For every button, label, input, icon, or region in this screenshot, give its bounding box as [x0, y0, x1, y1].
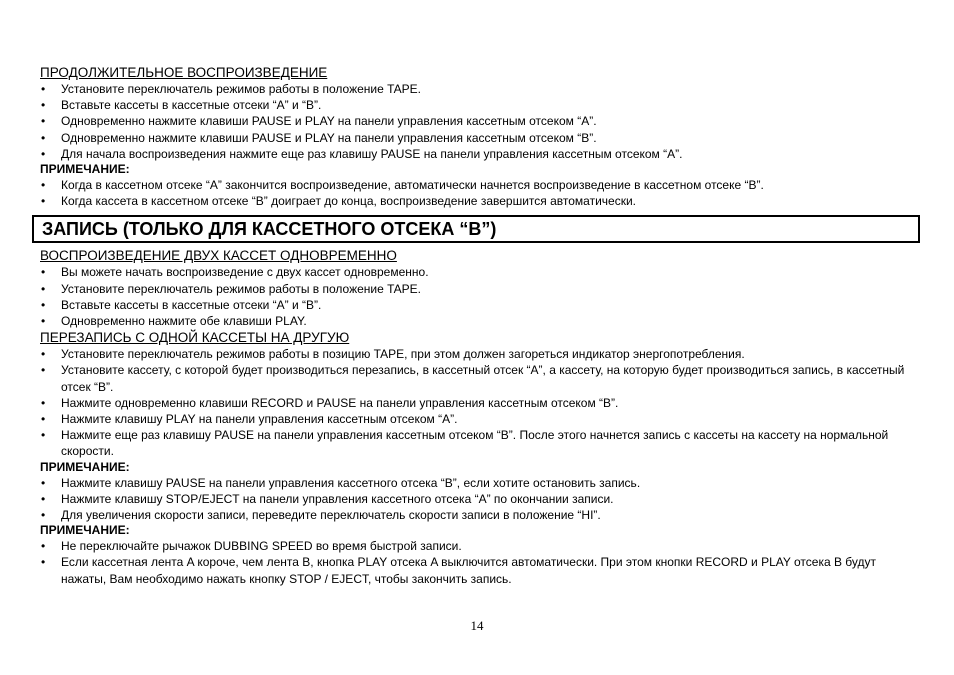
list-item-text: Одновременно нажмите клавиши PAUSE и PLAY на панели управления кассетным отсеком “A”.	[61, 114, 597, 129]
list-item-text: Нажмите клавишу PAUSE на панели управления кассетного отсека “B”, если хотите остановить запись.	[61, 475, 641, 490]
list-item-text: Установите переключатель режимов работы в позицию TAPE, при этом должен загореться индикатор энергопотребления.	[61, 347, 745, 362]
list-item-text: Когда в кассетном отсеке “A” закончится воспроизведение, автоматически начнется воспроизведение в кассетном отсеке “B”.	[61, 178, 764, 193]
note-label: ПРИМЕЧАНИЕ:	[40, 162, 130, 177]
list-item	[40, 491, 914, 507]
bullet-icon: •	[41, 194, 46, 209]
list-item	[40, 554, 914, 586]
list-item	[40, 264, 914, 280]
dubbing-notes-2	[40, 538, 914, 587]
list-item-text: Вставьте кассеты в кассетные отсеки “A” и “B”.	[61, 98, 322, 113]
list-item	[40, 297, 914, 313]
list-item	[40, 193, 914, 209]
list-item-text: Не переключайте рычажок DUBBING SPEED во время быстрой записи.	[61, 539, 462, 554]
list-item	[40, 507, 914, 523]
list-item	[40, 146, 914, 162]
continuous-play-steps	[40, 81, 914, 162]
section-heading-dubbing: ПЕРЕЗАПИСЬ С ОДНОЙ КАССЕТЫ НА ДРУГУЮ	[40, 330, 350, 346]
list-item-text: Когда кассета в кассетном отсеке “B” доиграет до конца, воспроизведение завершится автоматически.	[61, 194, 636, 209]
list-item-text: Вы можете начать воспроизведение с двух кассет одновременно.	[61, 265, 429, 280]
bullet-icon: •	[41, 265, 46, 280]
list-item-text: Для начала воспроизведения нажмите еще раз клавишу PAUSE на панели управления кассетным отсеком “A”.	[61, 146, 683, 161]
bullet-icon: •	[41, 428, 46, 443]
list-item	[40, 97, 914, 113]
list-item-text: Вставьте кассеты в кассетные отсеки “A” и “B”.	[61, 297, 322, 312]
list-item	[40, 81, 914, 97]
list-item	[40, 427, 914, 459]
list-item	[40, 113, 914, 129]
bullet-icon: •	[41, 281, 46, 296]
list-item	[40, 130, 914, 146]
list-item-text: Если кассетная лента A короче, чем лента B, кнопка PLAY отсека A выключится автоматически. При этом кнопки RECORD и PLAY отсека B будут нажаты, Вам необходимо нажать кнопку STOP / EJECT, чтобы закончить запись.	[61, 555, 877, 586]
list-item	[40, 281, 914, 297]
bullet-icon: •	[41, 347, 46, 362]
bullet-icon: •	[41, 114, 46, 129]
bullet-icon: •	[41, 297, 46, 312]
document-page	[40, 64, 914, 587]
list-item-text: Одновременно нажмите клавиши PAUSE и PLAY на панели управления кассетным отсеком “B”.	[61, 130, 597, 145]
list-item	[40, 362, 914, 394]
page-number: 14	[470, 618, 484, 633]
list-item-text: Нажмите клавишу PLAY на панели управления кассетным отсеком “A”.	[61, 412, 458, 427]
continuous-play-notes	[40, 177, 914, 209]
list-item	[40, 411, 914, 427]
bullet-icon: •	[41, 412, 46, 427]
list-item	[40, 313, 914, 329]
list-item	[40, 346, 914, 362]
recording-section-banner	[32, 215, 920, 243]
list-item	[40, 395, 914, 411]
list-item	[40, 475, 914, 491]
bullet-icon: •	[41, 508, 46, 523]
list-item-text: Нажмите одновременно клавиши RECORD и PAUSE на панели управления кассетным отсеком “B”.	[61, 395, 619, 410]
list-item	[40, 177, 914, 193]
bullet-icon: •	[41, 555, 46, 570]
banner-title: ЗАПИСЬ (ТОЛЬКО ДЛЯ КАССЕТНОГО ОТСЕКА “B”)	[42, 218, 497, 239]
bullet-icon: •	[41, 82, 46, 96]
dubbing-notes-1	[40, 475, 914, 524]
list-item-text: Нажмите клавишу STOP/EJECT на панели управления кассетного отсека “A” по окончании записи.	[61, 491, 614, 506]
bullet-icon: •	[41, 178, 46, 193]
bullet-icon: •	[41, 363, 46, 378]
bullet-icon: •	[41, 314, 46, 329]
list-item-text: Установите переключатель режимов работы в положение TAPE.	[61, 281, 421, 296]
note-label: ПРИМЕЧАНИЕ:	[40, 459, 130, 474]
list-item	[40, 538, 914, 554]
list-item-text: Одновременно нажмите обе клавиши PLAY.	[61, 314, 307, 329]
dubbing-steps	[40, 346, 914, 459]
section-heading-dual-play: ВОСПРОИЗВЕДЕНИЕ ДВУХ КАССЕТ ОДНОВРЕМЕННО	[40, 248, 397, 264]
list-item-text: Установите переключатель режимов работы в положение TAPE.	[61, 82, 421, 96]
section-heading-continuous-play: ПРОДОЛЖИТЕЛЬНОЕ ВОСПРОИЗВЕДЕНИЕ	[40, 65, 328, 80]
bullet-icon: •	[41, 146, 46, 161]
note-label: ПРИМЕЧАНИЕ:	[40, 523, 130, 538]
bullet-icon: •	[41, 491, 46, 506]
list-item-text: Нажмите еще раз клавишу PAUSE на панели управления кассетным отсеком “B”. После этого начнется запись с кассеты на кассету на нормальной скорости.	[61, 428, 889, 459]
bullet-icon: •	[41, 98, 46, 113]
list-item-text: Установите кассету, с которой будет производиться перезапись, в кассетный отсек “A”, а кассету, на которую будет производиться запись, в кассетный отсек “B”.	[61, 363, 905, 394]
bullet-icon: •	[41, 395, 46, 410]
bullet-icon: •	[41, 539, 46, 554]
list-item-text: Для увеличения скорости записи, переведите переключатель скорости записи в положение “HI”.	[61, 508, 601, 523]
bullet-icon: •	[41, 130, 46, 145]
dual-play-steps	[40, 264, 914, 329]
bullet-icon: •	[41, 475, 46, 490]
